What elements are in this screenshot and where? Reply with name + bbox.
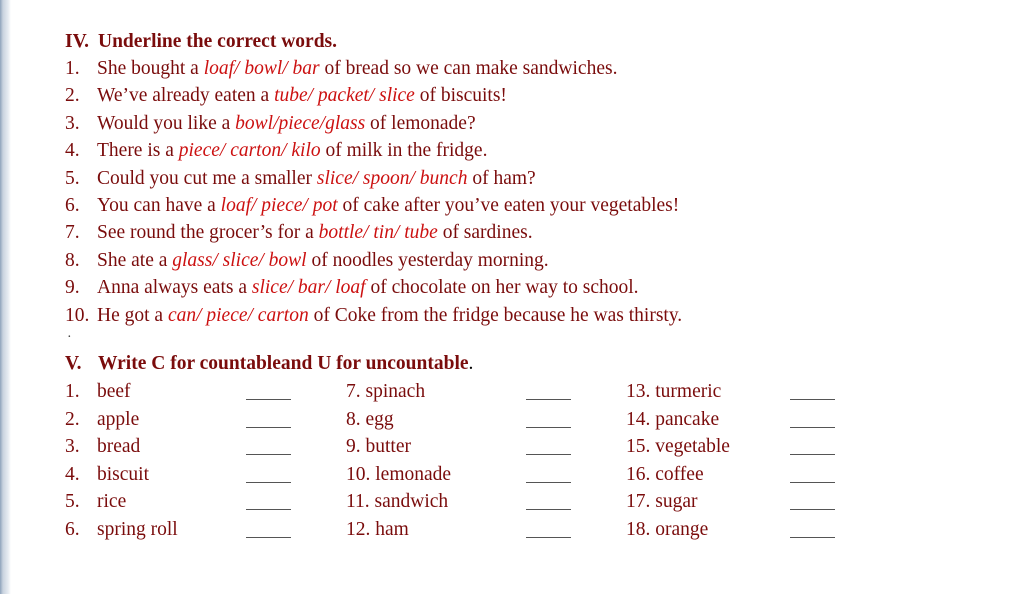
vocab-word xyxy=(65,433,140,461)
exercise-item xyxy=(65,219,965,246)
vocab-word-text: apple xyxy=(97,408,140,430)
answer-blank[interactable] xyxy=(526,427,571,428)
vocab-row xyxy=(65,433,965,461)
answer-blank[interactable] xyxy=(790,509,835,510)
item-text-after: of biscuits! xyxy=(414,85,507,107)
exercise-item xyxy=(65,274,965,301)
item-text-before: There is a xyxy=(97,140,179,162)
answer-blank[interactable] xyxy=(790,427,835,428)
section-v-title: Write C for countableand U for uncountable xyxy=(98,352,469,374)
vocab-number: 1. xyxy=(65,380,80,402)
item-text-before: She ate a xyxy=(97,249,173,271)
vocab-number: 2. xyxy=(65,408,80,430)
section-v-title-end: . xyxy=(468,352,474,374)
item-options[interactable]: piece/ carton/ kilo xyxy=(178,140,321,162)
section-spacer xyxy=(65,329,965,350)
exercise-item xyxy=(65,137,965,164)
vocab-word: 17. sugar xyxy=(626,491,698,513)
vocab-row xyxy=(65,516,965,544)
vocab-number: 4. xyxy=(65,463,80,485)
section-iv-number: IV. xyxy=(65,31,90,52)
item-text-before: She bought a xyxy=(97,58,204,79)
vocab-row xyxy=(65,488,965,516)
item-number: 1. xyxy=(65,58,80,79)
item-text-before: See round the grocer’s for a xyxy=(97,222,319,244)
item-text-after: of milk in the fridge. xyxy=(320,140,488,162)
answer-blank[interactable] xyxy=(526,482,571,483)
item-options[interactable]: slice/ spoon/ bunch xyxy=(316,167,468,189)
answer-blank[interactable] xyxy=(790,454,835,455)
vocab-word xyxy=(65,406,139,434)
spacer-mark: · xyxy=(67,329,72,345)
answer-blank[interactable] xyxy=(526,509,571,510)
vocab-word xyxy=(65,516,178,544)
item-number: 5. xyxy=(65,167,80,189)
answer-blank[interactable] xyxy=(246,454,291,455)
item-number: 7. xyxy=(65,222,80,244)
vocab-word: 12. ham xyxy=(346,518,409,540)
vocab-word: 11. sandwich xyxy=(346,491,449,513)
exercise-item xyxy=(65,165,965,192)
item-number: 3. xyxy=(65,112,80,134)
section-v-number: V. xyxy=(65,352,82,374)
item-options[interactable]: bottle/ tin/ tube xyxy=(318,222,438,244)
vocab-word: 8. egg xyxy=(346,408,394,430)
item-text-before: He got a xyxy=(97,304,168,326)
exercise-item xyxy=(65,55,965,82)
answer-blank[interactable] xyxy=(526,399,571,400)
item-text-before: Could you cut me a smaller xyxy=(97,167,317,189)
item-text-before: You can have a xyxy=(97,194,221,216)
item-number: 8. xyxy=(65,249,80,271)
vocab-word: 9. butter xyxy=(346,436,411,458)
vocab-row xyxy=(65,461,965,489)
section-iv-list xyxy=(65,55,965,329)
answer-blank[interactable] xyxy=(790,399,835,400)
exercise-item xyxy=(65,302,965,329)
exercise-item xyxy=(65,110,965,137)
worksheet xyxy=(65,28,965,543)
answer-blank[interactable] xyxy=(246,509,291,510)
answer-blank[interactable] xyxy=(790,537,835,538)
vocab-number: 6. xyxy=(65,518,80,540)
vocab-word-text: spring roll xyxy=(97,518,178,540)
vocab-word: 10. lemonade xyxy=(346,463,452,485)
exercise-item xyxy=(65,192,965,219)
item-number: 9. xyxy=(65,277,80,299)
item-options[interactable]: slice/ bar/ loaf xyxy=(251,277,366,299)
item-text-after: of lemonade? xyxy=(365,112,476,134)
item-number: 4. xyxy=(65,140,80,162)
item-text-after: of sardines. xyxy=(437,222,533,244)
section-iv-heading xyxy=(65,28,965,55)
vocab-word-text: biscuit xyxy=(97,463,149,485)
vocab-number: 3. xyxy=(65,436,80,458)
vocab-word: 15. vegetable xyxy=(626,436,730,458)
item-options[interactable]: loaf/ piece/ pot xyxy=(220,194,338,216)
item-options[interactable]: can/ piece/ carton xyxy=(167,304,309,326)
section-v-heading xyxy=(65,350,965,377)
item-options[interactable]: tube/ packet/ slice xyxy=(274,85,415,107)
item-options[interactable]: bowl/piece/glass xyxy=(235,112,366,134)
vocab-number: 5. xyxy=(65,491,80,513)
vocab-word-text: bread xyxy=(97,436,141,458)
answer-blank[interactable] xyxy=(246,399,291,400)
answer-blank[interactable] xyxy=(526,537,571,538)
answer-blank[interactable] xyxy=(526,454,571,455)
vocab-word: 18. orange xyxy=(626,518,709,540)
item-text-before: Would you like a xyxy=(97,112,236,134)
item-options[interactable]: loaf/ bowl/ bar xyxy=(203,58,320,79)
vocab-word xyxy=(65,378,131,406)
exercise-item xyxy=(65,247,965,274)
item-text-before: Anna always eats a xyxy=(97,277,252,299)
section-v-grid xyxy=(65,378,965,544)
vocab-word: 14. pancake xyxy=(626,408,720,430)
item-number: 6. xyxy=(65,194,80,216)
item-text-after: of bread so we can make sandwiches. xyxy=(319,58,618,79)
item-text-after: of chocolate on her way to school. xyxy=(365,277,639,299)
answer-blank[interactable] xyxy=(246,537,291,538)
item-number: 10. xyxy=(65,304,90,326)
answer-blank[interactable] xyxy=(246,482,291,483)
item-text-before: We’ve already eaten a xyxy=(97,85,275,107)
window-left-edge xyxy=(0,0,11,594)
section-iv-title: Underline the correct words. xyxy=(98,31,337,52)
item-text-after: of noodles yesterday morning. xyxy=(306,249,549,271)
item-number: 2. xyxy=(65,85,80,107)
vocab-word xyxy=(65,488,126,516)
item-text-after: of cake after you’ve eaten your vegetables! xyxy=(337,194,680,216)
item-text-after: of Coke from the fridge because he was thirsty. xyxy=(308,304,683,326)
answer-blank[interactable] xyxy=(790,482,835,483)
item-options[interactable]: glass/ slice/ bowl xyxy=(172,249,307,271)
vocab-word xyxy=(65,461,149,489)
vocab-word: 13. turmeric xyxy=(626,380,722,402)
exercise-item xyxy=(65,82,965,109)
vocab-word: 7. spinach xyxy=(346,380,426,402)
vocab-row xyxy=(65,378,965,406)
vocab-word: 16. coffee xyxy=(626,463,704,485)
item-text-after: of ham? xyxy=(467,167,536,189)
vocab-row xyxy=(65,406,965,434)
answer-blank[interactable] xyxy=(246,427,291,428)
vocab-word-text: rice xyxy=(97,491,127,513)
vocab-word-text: beef xyxy=(97,380,131,402)
